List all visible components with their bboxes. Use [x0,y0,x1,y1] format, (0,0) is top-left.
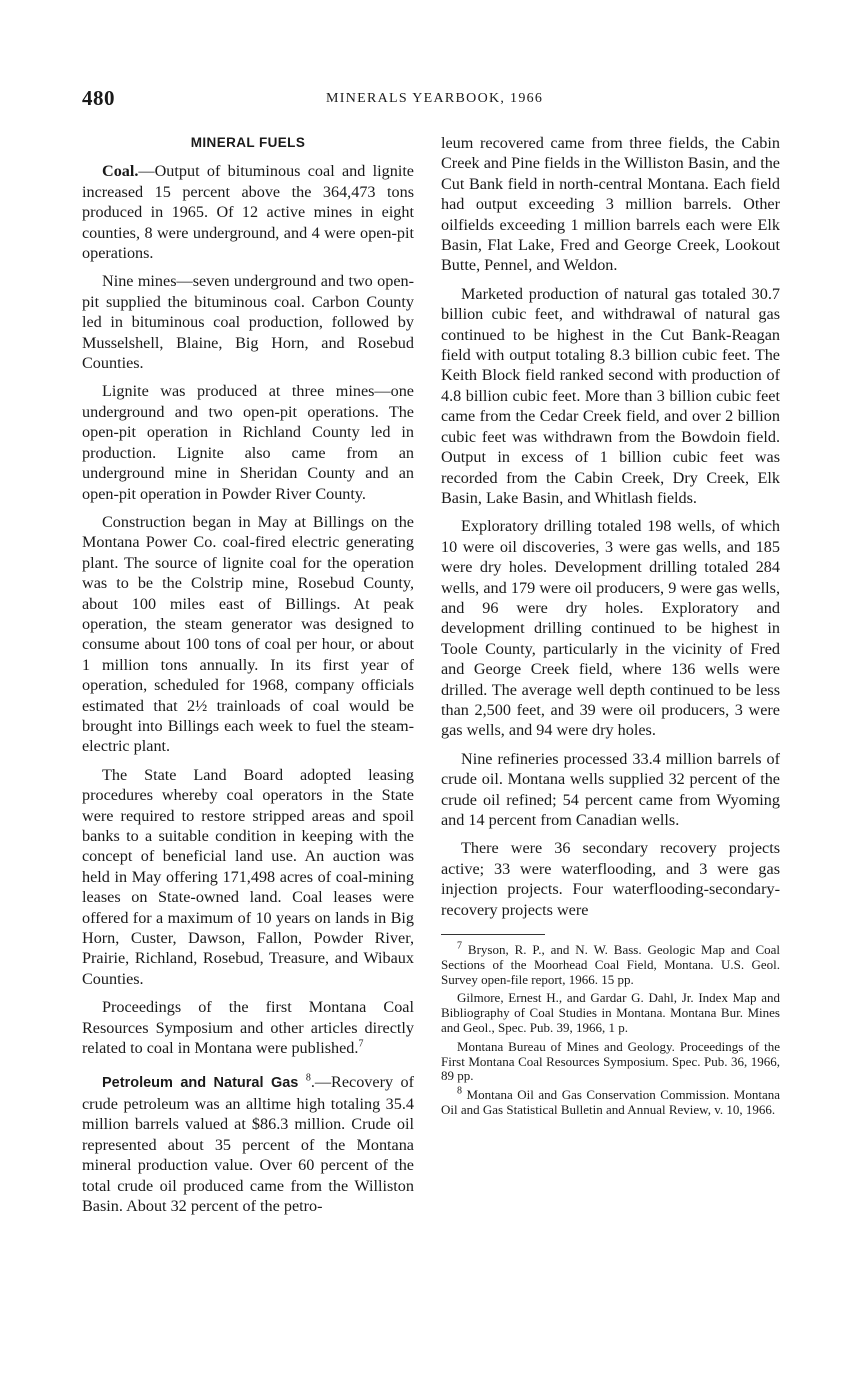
paragraph-secondary-recovery: There were 36 secondary recovery projects active; 33 were waterflooding, and 3 were gas injection projects. Four waterflooding-secondary-recovery projects were [441,839,780,919]
footnote-ref-7: 7 [358,1038,364,1050]
left-column [82,133,414,1224]
footnote-8 [441,1085,780,1118]
footnote-mark-8: 8 [457,1085,462,1097]
footnotes [441,940,781,1118]
petroleum-run-in-heading: Petroleum and Natural Gas [102,1075,299,1092]
footnote-text: Bryson, R. P., and N. W. Bass. Geologic Map and Coal Sections of the Moorhead Coal Field, Montana. U.S. Geol. Survey open-file report, 1966. 15 pp. [441,942,781,987]
paragraph-land-board: The State Land Board adopted leasing procedures whereby coal operators in the State were required to restore stripped areas and spoil banks to a suitable condition in keeping with the concept of beneficial land use. An auction was held in May offering 171,498 acres of coal-mining leases on State-owned land. Coal leases were offered for a maximum of 10 years on lands in Big Horn, Custer, Dawson, Fallon, Powder River, Prairie, Richland, Rosebud, Treasure, and Wibaux Counties. [82,765,414,988]
footnote-mark-7: 7 [457,940,462,952]
paragraph-construction: Construction began in May at Billings on the Montana Power Co. coal-fired electric generating plant. The source of lignite coal for the operation was to be the Colstrip mine, Rosebud County, about 100 miles east of Billings. At peak operation, the steam generator was designed to consume about 100 tons of coal per hour, or about 1 million tons annually. In its first year of operation, scheduled for 1968, company officials estimated that 2½ trainloads of coal would be brought into Billings each week to fuel the steam-electric plant. [82,512,414,756]
paragraph-refineries: Nine refineries processed 33.4 million barrels of crude oil. Montana wells supplied 32 percent of the crude oil refined; 54 percent came from Wyoming and 14 percent from Canadian wells. [441,749,780,829]
paragraph-natural-gas: Marketed production of natural gas totaled 30.7 billion cubic feet, and withdrawal of natural gas continued to be highest in the Cut Bank-Reagan field with output totaling 8.3 billion cubic feet. The Keith Block field ranked second with production of 4.8 billion cubic feet. More than 3 billion cubic feet came from the Cedar Creek field, and over 2 billion cubic feet was withdrawn from the Bowdoin field. Output in excess of 1 billion cubic feet was recorded from the Cabin Creek, Dry Creek, Elk Basin, Lake Basin, and Whitlash fields. [441,284,780,507]
footnote-text: Montana Oil and Gas Conservation Commission. Montana Oil and Gas Statistical Bulletin and Annual Review, v. 10, 1966. [441,1087,780,1117]
coal-run-in-heading: Coal. [102,162,139,181]
paragraph-oilfields: leum recovered came from three fields, the Cabin Creek and Pine fields in the Williston Basin, and the Cut Bank field in north-central Montana. Each field had output exceeding 3 million barrels. Other oilfields exceeding 1 million barrels each were Elk Basin, Flat Lake, Fred and George Creek, Lookout Butte, Pennel, and Weldon. [441,134,780,275]
page-number: 480 [82,86,115,110]
paragraph-text: .—Recovery of crude petroleum was an alltime high totaling 35.4 million barrels valued at $86.3 million. Crude oil represented about 35 percent of the Montana mineral production value. Over 60 percent of the total crude oil produced came from the Williston Basin. About 32 percent of the petro- [82,1073,415,1215]
paragraph-lignite: Lignite was produced at three mines—one underground and two open-pit operations. The open-pit operation in Richland County led in production. Lignite also came from an underground mine in Sheridan County and an open-pit operation in Powder River County. [82,382,414,503]
right-column [441,133,780,1122]
footnote-ref-8: 8 [305,1073,311,1085]
footnote-7c: Montana Bureau of Mines and Geology. Proceedings of the First Montana Coal Resources Symposium. Spec. Pub. 36, 1966, 89 pp. [441,1038,780,1084]
paragraph-text: —Output of bituminous coal and lignite increased 15 percent above the 364,473 tons produced in 1965. Of 12 active mines in eight counties, 8 were underground, and 4 were open-pit operations. [82,162,414,263]
footnote-7a [441,940,781,987]
paragraph-bituminous: Nine mines—seven underground and two open-pit supplied the bituminous coal. Carbon County led in bituminous coal production, followed by Musselshell, Blaine, Big Horn, and Rosebud Counties. [82,272,414,373]
footnote-divider [441,934,545,935]
paragraph-drilling: Exploratory drilling totaled 198 wells, of which 10 were oil discoveries, 3 were gas wells, and 185 were dry holes. Development drilling totaled 284 wells, and 179 were oil producers, 9 were gas wells, and 96 were dry holes. Exploratory and development drilling continued to be highest in Toole County, particularly in the vicinity of Fred and George Creek field, where 136 wells were drilled. The average well depth continued to be less than 2,500 feet, and 39 were oil producers, 3 were gas wells, and 94 were dry holes. [441,517,780,740]
running-title: MINERALS YEARBOOK, 1966 [326,91,544,106]
footnote-7b: Gilmore, Ernest H., and Gardar G. Dahl, Jr. Index Map and Bibliography of Coal Studies in Montana. Montana Bur. Mines and Geol., Spec. Pub. 39, 1966, 1 p. [441,990,780,1036]
paragraph-text: Proceedings of the first Montana Coal Resources Symposium and other articles directly related to coal in Montana were published. [82,998,414,1058]
section-heading: MINERAL FUELS [190,135,306,150]
paragraph-symposium [82,997,414,1058]
paragraph-petroleum [82,1072,414,1216]
paragraph-coal-output [82,161,414,263]
